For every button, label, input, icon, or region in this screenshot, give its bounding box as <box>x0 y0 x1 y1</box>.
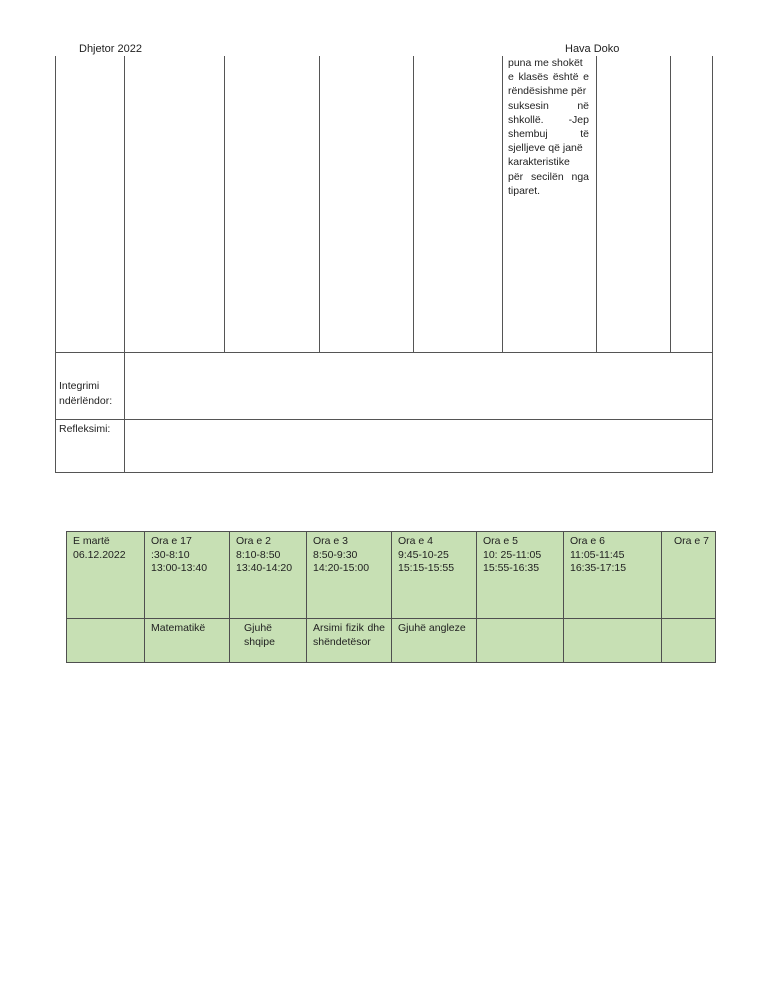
subject-cell: Arsimi fizik dhe shëndetësor <box>307 619 392 663</box>
period-time: 8:50-9:30 <box>313 548 358 561</box>
period-cell <box>564 532 662 619</box>
plan-col-divider <box>224 56 225 352</box>
period-cell <box>307 532 392 619</box>
plan-col-divider <box>596 56 597 352</box>
integration-label <box>59 379 112 409</box>
day-name: E martë <box>73 535 110 547</box>
plan-row-divider <box>55 352 713 353</box>
integration-label-line: ndërlëndor: <box>59 395 113 407</box>
period-name: Ora e 17 <box>151 535 192 547</box>
plan-label-divider <box>124 352 125 473</box>
activity-line: puna me shokët <box>508 57 583 69</box>
subject-cell <box>477 619 564 663</box>
activity-line: e klasës është e <box>508 71 589 84</box>
plan-row-divider <box>55 419 713 420</box>
plan-frame <box>55 56 713 473</box>
subject-cell-empty <box>67 619 145 663</box>
period-cell <box>662 532 716 619</box>
period-time: 13:40-14:20 <box>236 562 293 574</box>
period-cell <box>477 532 564 619</box>
header-month: Dhjetor 2022 <box>79 43 142 55</box>
period-name: Ora e 7 <box>673 535 709 547</box>
period-name: Ora e 2 <box>236 535 272 547</box>
period-time: 11:05-11:45 <box>570 548 625 561</box>
period-time: 10: 25-11:05 <box>483 548 542 561</box>
plan-col-divider <box>502 56 503 352</box>
timetable <box>66 531 716 663</box>
activity-line: shembuj të <box>508 128 589 141</box>
subject-cell: Matematikë <box>145 619 230 663</box>
period-time: 9:45-10-25 <box>398 548 449 561</box>
period-cell <box>230 532 307 619</box>
period-time: 15:55-16:35 <box>483 562 540 574</box>
activity-line: për secilën nga <box>508 170 589 183</box>
activity-line: tiparet. <box>508 184 541 197</box>
plan-col-divider <box>670 56 671 352</box>
activity-line: rëndësishme për <box>508 85 587 98</box>
period-time: 16:35-17:15 <box>570 562 627 574</box>
subject-cell <box>564 619 662 663</box>
period-name: Ora e 3 <box>313 535 349 547</box>
subject-cell <box>662 619 716 663</box>
period-time: 13:00-13:40 <box>151 562 208 574</box>
period-time: 14:20-15:00 <box>313 562 370 574</box>
day-date: 06.12.2022 <box>73 548 126 561</box>
subject-cell: Gjuhë shqipe <box>230 619 307 663</box>
activity-line: suksesin në <box>508 99 589 112</box>
period-name: Ora e 6 <box>570 535 606 547</box>
activity-line: karakteristike <box>508 156 570 169</box>
plan-col-divider <box>413 56 414 352</box>
period-cell <box>145 532 230 619</box>
period-name: Ora e 4 <box>398 535 434 547</box>
day-cell <box>67 532 145 619</box>
period-time: 15:15-15:55 <box>398 562 455 574</box>
activity-text <box>508 56 589 198</box>
timetable-subject-row <box>67 619 716 663</box>
reflection-label: Refleksimi: <box>59 423 111 435</box>
timetable-header-row <box>67 532 716 619</box>
plan-col-divider <box>124 56 125 352</box>
plan-col-divider <box>319 56 320 352</box>
period-cell <box>392 532 477 619</box>
header-teacher: Hava Doko <box>565 43 620 55</box>
activity-line: shkollë. -Jep <box>508 113 589 126</box>
period-name: Ora e 5 <box>483 535 519 547</box>
period-time: 8:10-8:50 <box>236 548 281 561</box>
integration-label-line: Integrimi <box>59 380 100 392</box>
lesson-plan-table <box>55 56 713 474</box>
period-time: :30-8:10 <box>151 548 190 561</box>
activity-line: sjelljeve që janë <box>508 142 583 155</box>
subject-cell: Gjuhë angleze <box>392 619 477 663</box>
